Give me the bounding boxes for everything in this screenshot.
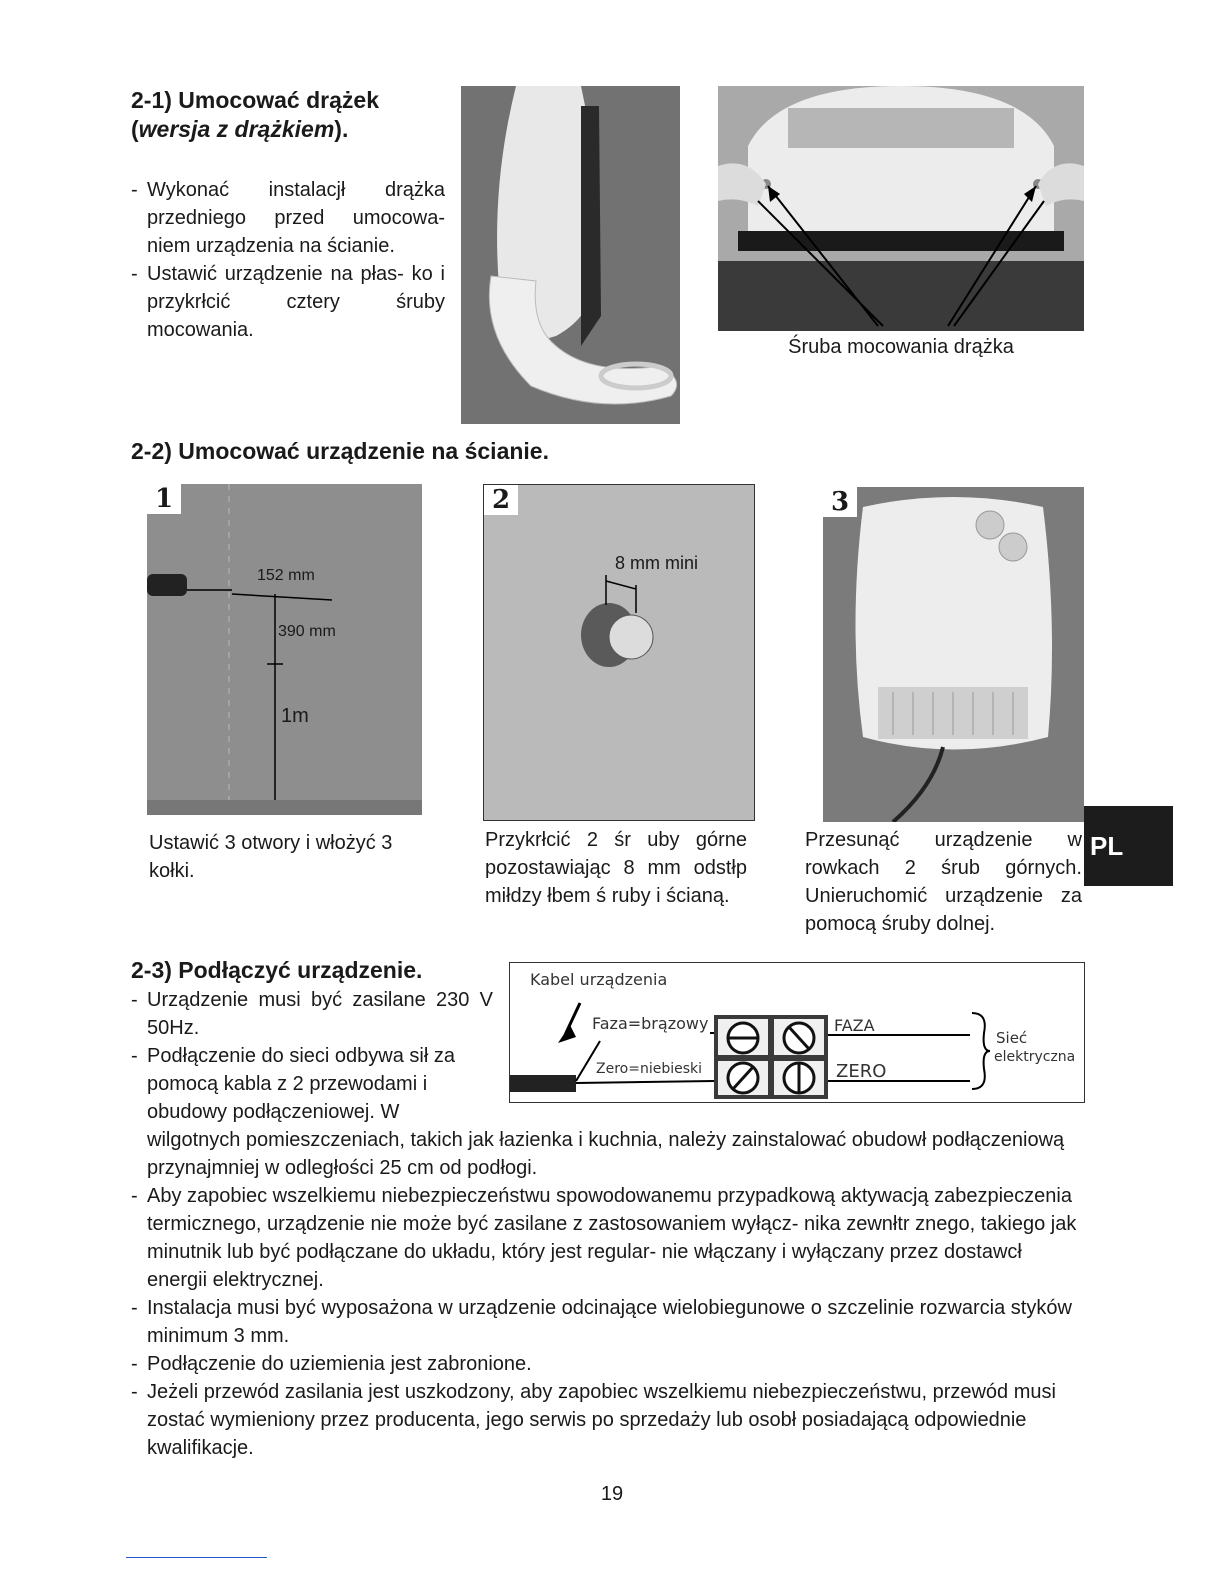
phase-wire-label: Faza=brązowy — [592, 1014, 709, 1033]
language-tab — [1084, 806, 1173, 886]
photo-bar-side-view — [461, 86, 680, 424]
bar-screws-illustration — [718, 86, 1084, 331]
dim-vertical: 390 mm — [278, 623, 336, 640]
phase-terminal-label: FAZA — [834, 1016, 875, 1035]
paren-close: ). — [334, 116, 349, 142]
step-3-caption: Przesunąć urządzenie w rowkach 2 śrub górnych. Unieruchomić urządzenie za pomocą śruby dolnej. — [805, 829, 1082, 935]
section-2-1-bullets — [131, 176, 445, 344]
heater-on-wall-illustration — [823, 487, 1084, 822]
footer-rule — [126, 1557, 267, 1558]
step-1-photo — [147, 484, 422, 815]
step-number: 3 — [823, 487, 857, 517]
drilling-dimensions-illustration — [147, 484, 422, 815]
step-1-caption: Ustawić 3 otwory i włożyć 3 kołki. — [149, 832, 393, 882]
section-2-2-heading — [131, 437, 831, 466]
bullet-item: - Podłączenie do uziemienia jest zabronione. — [131, 1350, 1083, 1378]
section-2-3-bullets-wide — [131, 1042, 1083, 1462]
dim-gap: 8 mm mini — [615, 553, 699, 573]
bullet-text: Podłączenie do sieci odbywa sił za pomocą kabla z 2 przewodami i obudowy podłączeniowej. W wilgotnych pomieszczeniach, takich jak łazienka i kuchnia, należy zainstalować obudowł podłączeniową przynajmniej w odległości 25 cm od podłogi. — [147, 1045, 1065, 1179]
step-3-photo — [823, 487, 1084, 822]
bullet-item: - Instalacja musi być wyposażona w urządzenie odcinające wielobiegunowe o szczelinie rozwarcia styków minimum 3 mm. — [131, 1294, 1083, 1350]
page-number: 19 — [600, 1483, 624, 1505]
bullet-item: - Jeżeli przewód zasilania jest uszkodzony, aby zapobiec wszelkiemu niebezpieczeństwu, przewód musi zostać wymieniony przez producenta, jego serwis po sprzedaży lub osobł posiadającą odpowiednie kwalifikacje. — [131, 1378, 1083, 1462]
section-2-1-heading — [131, 86, 461, 144]
photo-caption: Śruba mocowania drążka — [788, 336, 1014, 358]
step-2-photo — [483, 484, 755, 821]
dim-floor: 1m — [281, 705, 309, 727]
section-2-3-heading — [131, 956, 501, 985]
heading-line1: 2-1) Umocować drążek — [131, 87, 379, 113]
dim-horizontal: 152 mm — [257, 567, 315, 584]
step-number: 2 — [484, 485, 518, 515]
heading-text: 2-2) Umocować urządzenie na ścianie. — [131, 438, 549, 464]
screw-gap-illustration — [484, 485, 754, 820]
photo-bar-screws — [718, 86, 1084, 331]
mains-label-line2: elektryczna — [994, 1049, 1076, 1065]
step-2-caption: Przykrłcić 2 śr uby górne pozostawiając 8 mm odstłp miłdzy łbem ś ruby i ścianą. — [485, 829, 747, 907]
section-2-3-bullets-narrow — [131, 986, 493, 1042]
bullet-item: - Urządzenie musi być zasilane 230 V 50Hz. — [131, 986, 493, 1042]
zero-wire-label: Zero=niebieski — [596, 1061, 703, 1077]
zero-terminal-label: ZERO — [836, 1061, 887, 1082]
bar-side-illustration — [461, 86, 680, 424]
bullet-item — [131, 1042, 1083, 1182]
diagram-spacer — [493, 1042, 1083, 1126]
paren-open: ( — [131, 116, 139, 142]
language-tab-label: PL — [1090, 830, 1124, 861]
bullet-item: - Ustawić urządzenie na płas- ko i przykrłcić cztery śruby mocowania. — [131, 260, 445, 344]
bullet-item: - Aby zapobiec wszelkiemu niebezpieczeństwu spowodowanemu przypadkową aktywacją zabezpieczenia termicznego, urządzenie nie może być zasilane z zastosowaniem wyłącz- nika zewnłtr znego, takiego jak minutnik lub być podłączane do układu, który jest regular- nie włączany i wyłączany przez dostawcł energii elektrycznej. — [131, 1182, 1083, 1294]
heading-emphasis: wersja z drążkiem — [138, 116, 335, 142]
step-number: 1 — [147, 484, 181, 514]
bullet-item: - Wykonać instalacjł drążka przedniego przed umocowa- niem urządzenia na ścianie. — [131, 176, 445, 260]
mains-label-line1: Sieć — [996, 1029, 1028, 1047]
cable-label: Kabel urządzenia — [530, 970, 668, 989]
heading-text: 2-3) Podłączyć urządzenie. — [131, 957, 423, 983]
